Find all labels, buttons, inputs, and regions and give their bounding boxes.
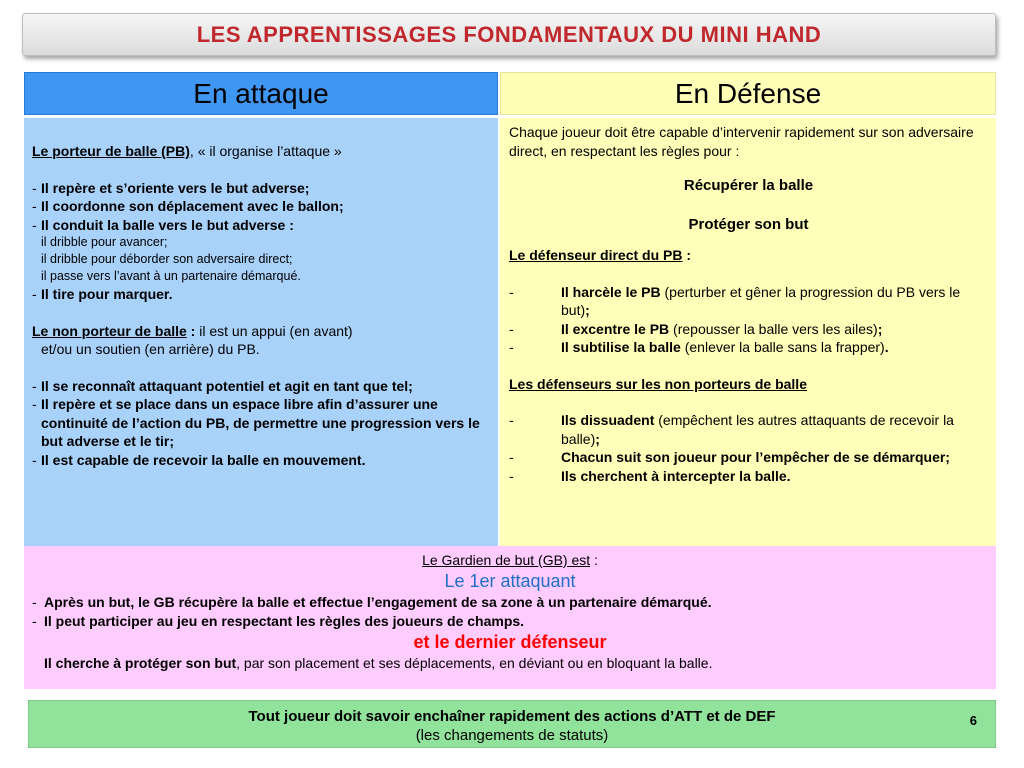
attack-column <box>24 118 498 580</box>
dribble-line: il passe vers l’avant à un partenaire démarqué. <box>41 269 301 283</box>
title-banner <box>22 13 996 56</box>
footer-line-1: Tout joueur doit savoir enchaîner rapidement des actions d’ATT et de DEF <box>248 708 776 725</box>
list-item: - Il tire pour marquer. <box>32 286 173 302</box>
direct-label: Le défenseur direct du PB <box>509 247 683 263</box>
dribble-line: il dribble pour avancer; <box>41 235 168 249</box>
goal-recuperer: Récupérer la balle <box>683 177 814 194</box>
gardien-label: Le Gardien de but (GB) est <box>422 552 591 568</box>
goal-proteger: Protéger son but <box>688 215 809 233</box>
list-item: - Il coordonne son déplacement avec le ballon; <box>32 198 344 214</box>
npb-label: Le non porteur de balle <box>32 322 187 339</box>
list-item: - Il peut participer au jeu en respectant les règles des joueurs de champs. <box>32 613 525 629</box>
list-item: - Ils cherchent à intercepter la balle. <box>509 467 791 484</box>
page-number: 6 <box>969 713 977 728</box>
defense-column <box>500 118 996 548</box>
list-item: - Il est capable de recevoir la balle en mouvement. <box>32 451 366 468</box>
gardien-last-line: Il cherche à protéger son but, par son placement et ses déplacements, en déviant ou en bloquant la balle. <box>44 655 713 671</box>
others-heading <box>509 375 988 394</box>
pb-label: Le porteur de balle (PB) <box>32 143 190 159</box>
list-item: - Ils dissuadent (empêchent les autres attaquants de recevoir la balle); <box>509 412 954 447</box>
footer-box <box>28 700 996 748</box>
list-item: - Il subtilise la balle (enlever la balle sans la frapper). <box>509 339 889 355</box>
list-item: - Il se reconnaît attaquant potentiel et agit en tant que tel; <box>32 377 413 394</box>
gardien-role-attacker: Le 1er attaquant <box>444 571 576 591</box>
list-item: - Après un but, le GB récupère la balle et effectue l’engagement de sa zone à un partenaire démarqué. <box>32 594 712 610</box>
list-item: - Il repère et s’oriente vers le but adverse; <box>32 179 310 196</box>
list-item: - Il excentre le PB (repousser la balle vers les ailes); <box>509 320 883 337</box>
dribble-line: il dribble pour déborder son adversaire direct; <box>41 252 293 266</box>
others-label: Les défenseurs sur les non porteurs de balle <box>509 375 807 392</box>
npb-heading: Le non porteur de balle : il est un appui (en avant) <box>32 322 353 339</box>
gardien-role-defender: et le dernier défenseur <box>413 632 607 652</box>
direct-heading: Le défenseur direct du PB : <box>509 247 692 263</box>
defense-intro: Chaque joueur doit être capable d’intervenir rapidement sur son adversaire direct, en respectant les règles pour : <box>509 124 974 159</box>
list-item: - Il harcèle le PB (perturber et gêner la progression du PB vers le but); <box>509 283 961 318</box>
gardien-heading: Le Gardien de but (GB) est : <box>422 552 598 568</box>
pb-heading <box>32 142 488 161</box>
gardien-box <box>24 546 996 689</box>
attack-header: En attaque <box>24 72 498 115</box>
footer-line-2: (les changements de statuts) <box>415 727 609 744</box>
list-item: - Il conduit la balle vers le but adverse : <box>32 216 294 233</box>
page-title: LES APPRENTISSAGES FONDAMENTAUX DU MINI HAND <box>196 21 822 47</box>
pb-description: , « il organise l’attaque » <box>189 143 342 159</box>
defense-header: En Défense <box>500 72 996 115</box>
list-item: - Chacun suit son joueur pour l’empêcher de se démarquer; <box>509 449 950 465</box>
list-item: - Il repère et se place dans un espace libre afin d’assurer une continuité de l’action du PB, de permettre une progression vers le but adverse et le tir; <box>32 396 480 449</box>
npb-description: et/ou un soutien (en arrière) du PB. <box>41 341 260 357</box>
